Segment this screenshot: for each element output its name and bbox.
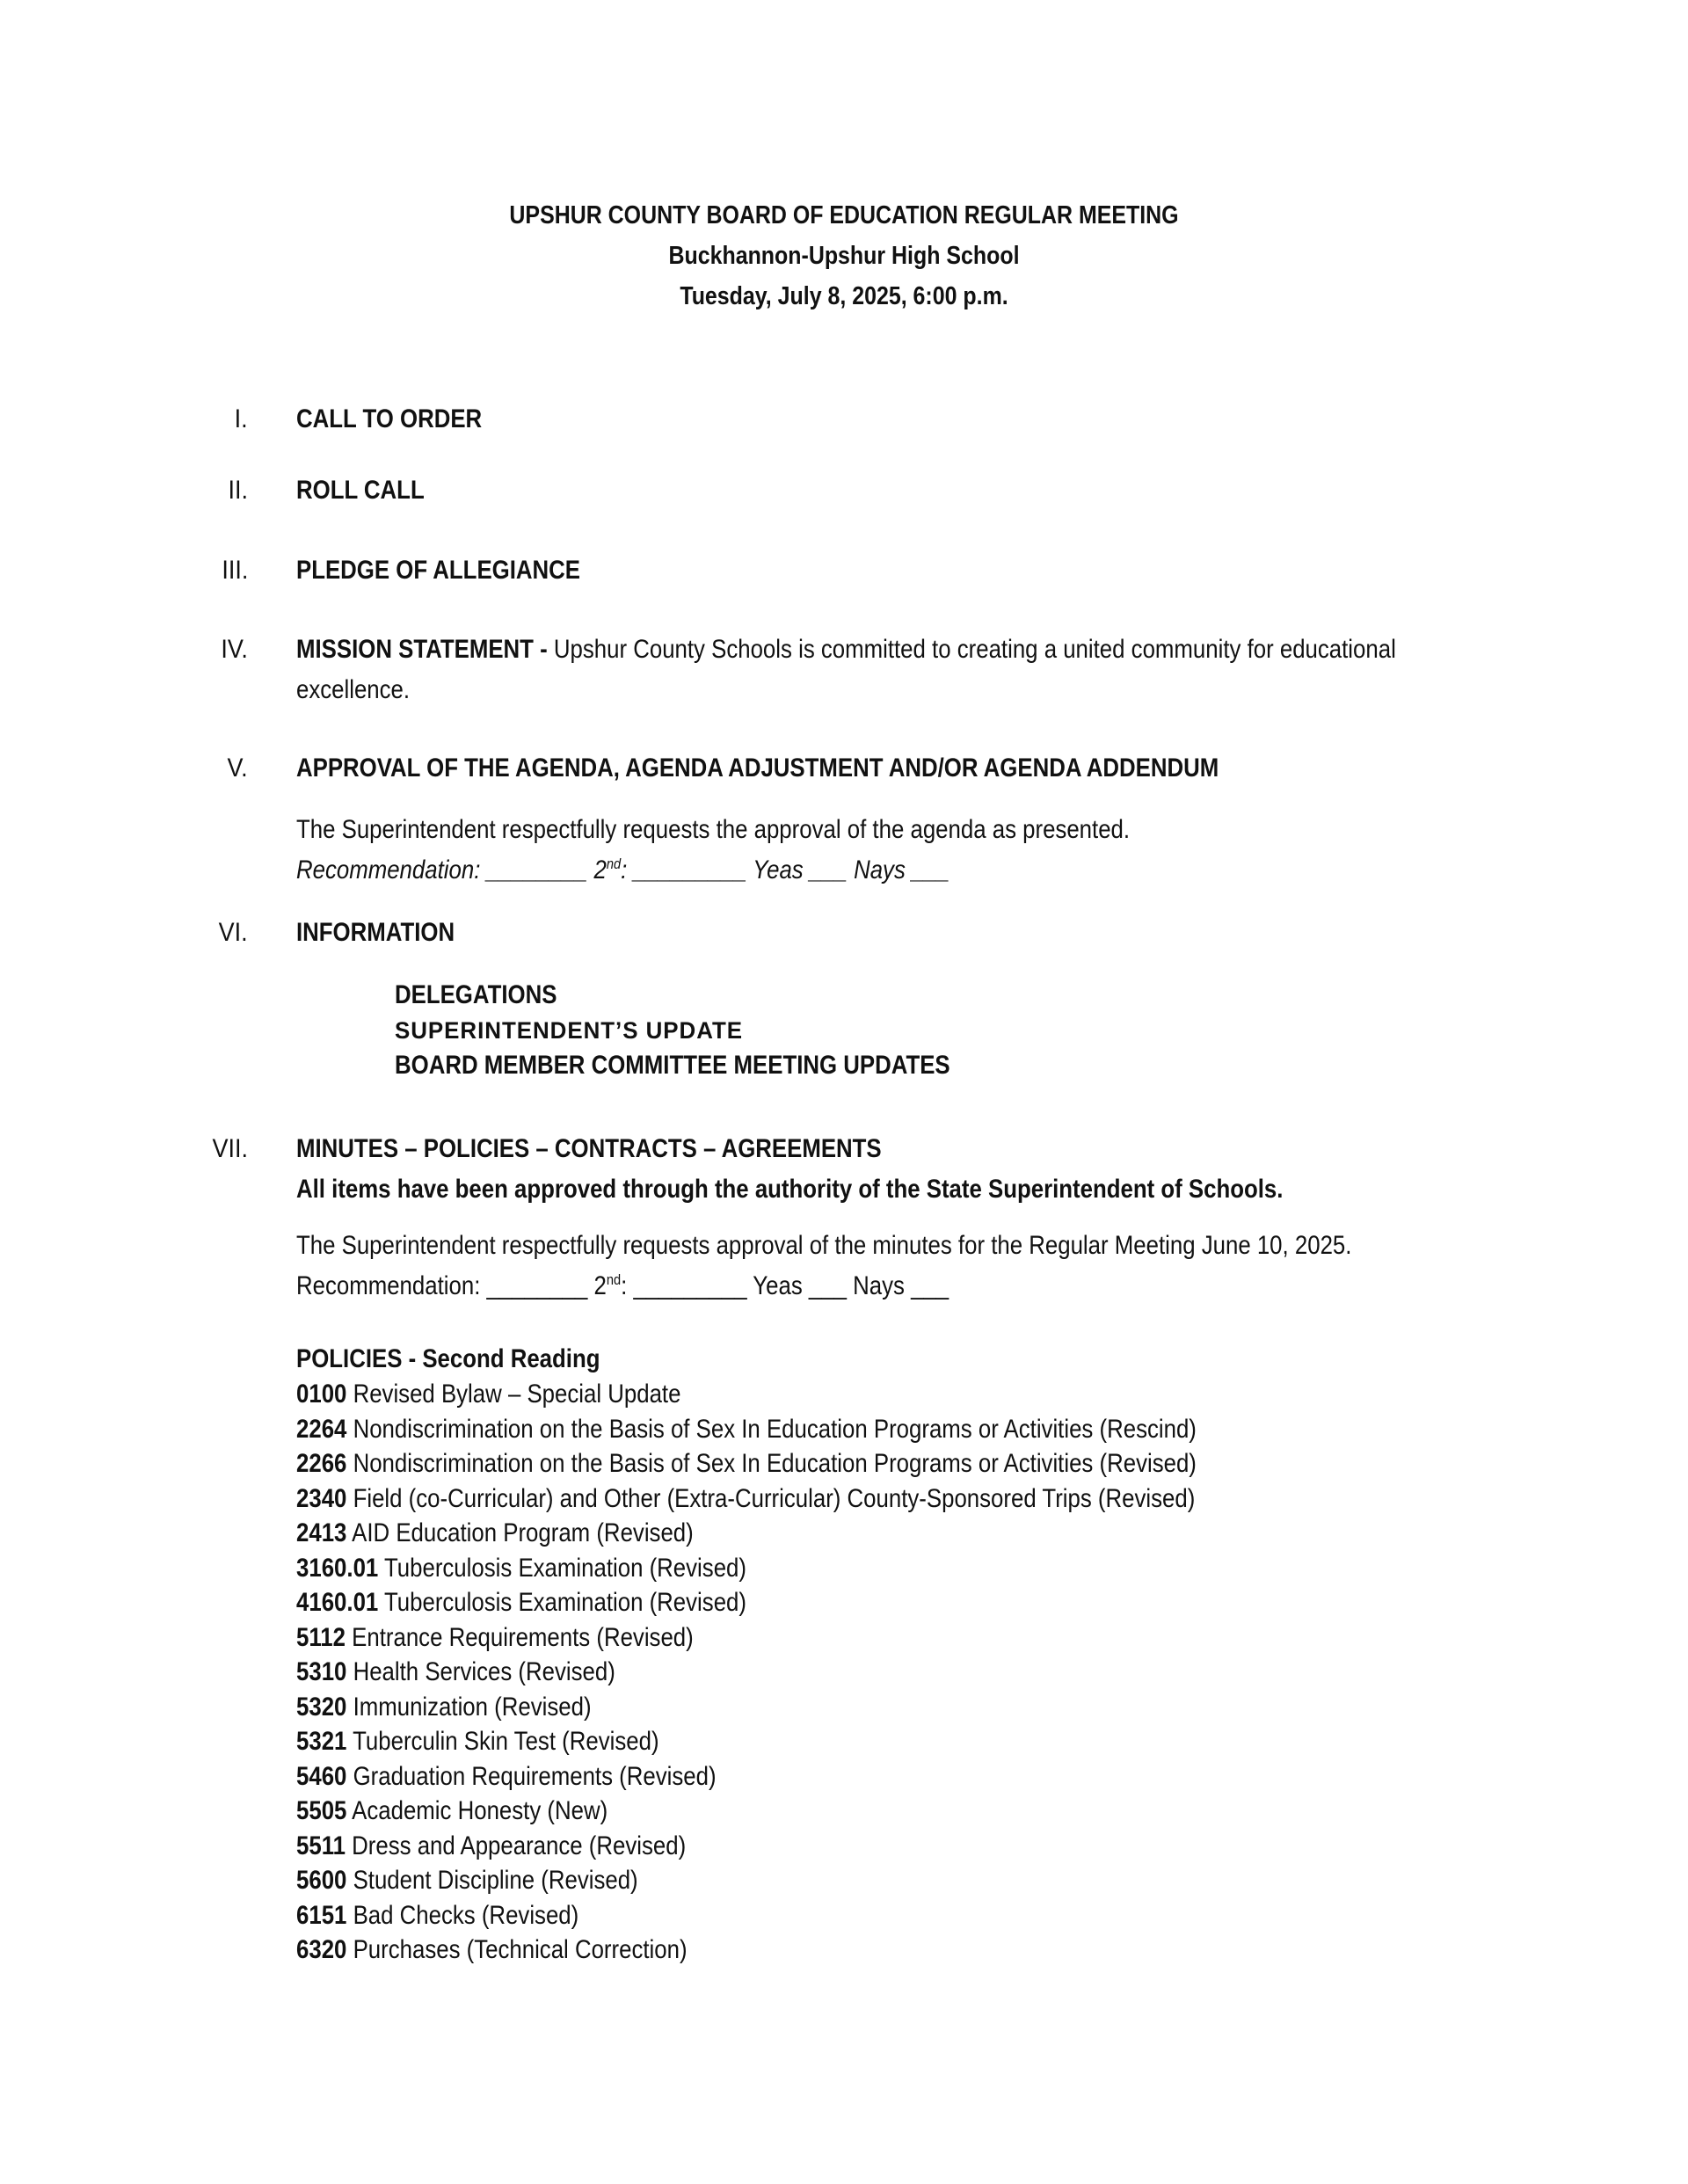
policy-item bbox=[296, 1481, 1197, 1517]
policy-item bbox=[296, 1933, 1197, 1968]
section-subtitle: All items have been approved through the authority of the State Superintendent of Schools. bbox=[296, 1175, 1284, 1204]
policy-title: Immunization (Revised) bbox=[346, 1692, 592, 1722]
info-item-board-committee-updates: BOARD MEMBER COMMITTEE MEETING UPDATES bbox=[395, 1051, 950, 1080]
section-title: MINUTES – POLICIES – CONTRACTS – AGREEMENTS bbox=[296, 1134, 882, 1163]
information-items bbox=[395, 978, 1040, 1083]
policy-code: 5321 bbox=[296, 1727, 347, 1756]
meeting-title: UPSHUR COUNTY BOARD OF EDUCATION REGULAR MEETING bbox=[509, 201, 1179, 229]
policy-item bbox=[296, 1759, 1197, 1795]
section-title: APPROVAL OF THE AGENDA, AGENDA ADJUSTMENT AND/OR AGENDA ADDENDUM bbox=[296, 753, 1219, 783]
section-title: ROLL CALL bbox=[296, 476, 425, 505]
policy-title: Academic Honesty (New) bbox=[346, 1796, 608, 1825]
policy-item bbox=[296, 1690, 1197, 1725]
section-title: INFORMATION bbox=[296, 918, 455, 947]
section-number: V. bbox=[227, 753, 248, 783]
policy-code: 0100 bbox=[296, 1380, 347, 1409]
agenda-request-text: The Superintendent respectfully requests the approval of the agenda as presented. bbox=[296, 815, 1131, 844]
policy-code: 5112 bbox=[296, 1622, 346, 1652]
info-item-superintendent-update: SUPERINTENDENT’S UPDATE bbox=[395, 1017, 744, 1044]
policy-code: 5460 bbox=[296, 1761, 347, 1791]
section-number: II. bbox=[228, 476, 248, 505]
policy-title: Bad Checks (Revised) bbox=[346, 1900, 579, 1930]
policy-item bbox=[296, 1794, 1197, 1829]
policy-title: Purchases (Technical Correction) bbox=[346, 1935, 688, 1964]
policy-code: 2264 bbox=[296, 1414, 347, 1444]
minutes-request-text: The Superintendent respectfully requests approval of the minutes for the Regular Meeting June 10, 2025. bbox=[296, 1231, 1352, 1260]
agenda-recommendation-line: Recommendation: ________ 2nd: _________ Yeas ___ Nays ___ bbox=[296, 855, 950, 885]
policy-item bbox=[296, 1377, 1197, 1412]
policy-code: 4160.01 bbox=[296, 1588, 379, 1617]
policy-item bbox=[296, 1446, 1197, 1481]
section-title: MISSION STATEMENT - bbox=[296, 635, 548, 664]
policy-title: Tuberculin Skin Test (Revised) bbox=[346, 1727, 659, 1756]
policy-title: Graduation Requirements (Revised) bbox=[346, 1761, 717, 1791]
info-item-delegations: DELEGATIONS bbox=[395, 980, 557, 1009]
section-number: I. bbox=[234, 404, 248, 433]
policies-heading: POLICIES - Second Reading bbox=[296, 1344, 600, 1373]
policy-title: Nondiscrimination on the Basis of Sex In Education Programs or Activities (Revised) bbox=[346, 1449, 1197, 1478]
policy-code: 5320 bbox=[296, 1692, 347, 1722]
policy-title: Nondiscrimination on the Basis of Sex In Education Programs or Activities (Rescind) bbox=[346, 1414, 1197, 1444]
section-title: CALL TO ORDER bbox=[296, 404, 483, 433]
policy-code: 2413 bbox=[296, 1518, 347, 1547]
section-number: VII. bbox=[212, 1134, 248, 1163]
policy-title: Dress and Appearance (Revised) bbox=[345, 1831, 687, 1860]
policy-item bbox=[296, 1516, 1197, 1551]
policy-code: 5600 bbox=[296, 1866, 347, 1895]
policy-code: 6320 bbox=[296, 1935, 347, 1964]
policy-title: Field (co-Curricular) and Other (Extra-Curricular) County-Sponsored Trips (Revised) bbox=[346, 1483, 1196, 1513]
mission-text-cont: excellence. bbox=[296, 675, 411, 704]
policy-item bbox=[296, 1898, 1197, 1933]
section-title: PLEDGE OF ALLEGIANCE bbox=[296, 556, 580, 585]
policy-title: Student Discipline (Revised) bbox=[346, 1866, 638, 1895]
policy-title: Tuberculosis Examination (Revised) bbox=[378, 1553, 746, 1583]
policy-code: 5505 bbox=[296, 1796, 347, 1825]
policies-list bbox=[296, 1342, 1343, 1968]
policy-item bbox=[296, 1620, 1197, 1656]
section-number: IV. bbox=[221, 635, 248, 664]
meeting-location: Buckhannon-Upshur High School bbox=[668, 242, 1020, 270]
policy-code: 3160.01 bbox=[296, 1553, 379, 1583]
policy-code: 6151 bbox=[296, 1900, 347, 1930]
agenda-header bbox=[0, 195, 1688, 317]
policy-item bbox=[296, 1412, 1197, 1447]
policy-title: Revised Bylaw – Special Update bbox=[346, 1380, 681, 1409]
policy-item bbox=[296, 1724, 1197, 1759]
policy-item bbox=[296, 1551, 1197, 1586]
policy-title: AID Education Program (Revised) bbox=[346, 1518, 694, 1547]
policy-item bbox=[296, 1863, 1197, 1898]
policy-title: Entrance Requirements (Revised) bbox=[345, 1622, 694, 1652]
meeting-date: Tuesday, July 8, 2025, 6:00 p.m. bbox=[680, 282, 1008, 310]
minutes-recommendation-line: Recommendation: ________ 2nd: _________ Yeas ___ Nays ___ bbox=[296, 1271, 950, 1300]
policy-code: 2266 bbox=[296, 1449, 347, 1478]
mission-text: Upshur County Schools is committed to creating a united community for educational bbox=[547, 635, 1396, 664]
policy-item bbox=[296, 1585, 1197, 1620]
policy-item bbox=[296, 1829, 1197, 1864]
policy-item bbox=[296, 1655, 1197, 1690]
policy-code: 5310 bbox=[296, 1657, 347, 1686]
section-number: III. bbox=[221, 556, 248, 585]
policy-code: 2340 bbox=[296, 1483, 347, 1513]
section-number: VI. bbox=[218, 918, 248, 947]
policy-code: 5511 bbox=[296, 1831, 346, 1860]
policy-title: Tuberculosis Examination (Revised) bbox=[378, 1588, 746, 1617]
policy-title: Health Services (Revised) bbox=[346, 1657, 615, 1686]
